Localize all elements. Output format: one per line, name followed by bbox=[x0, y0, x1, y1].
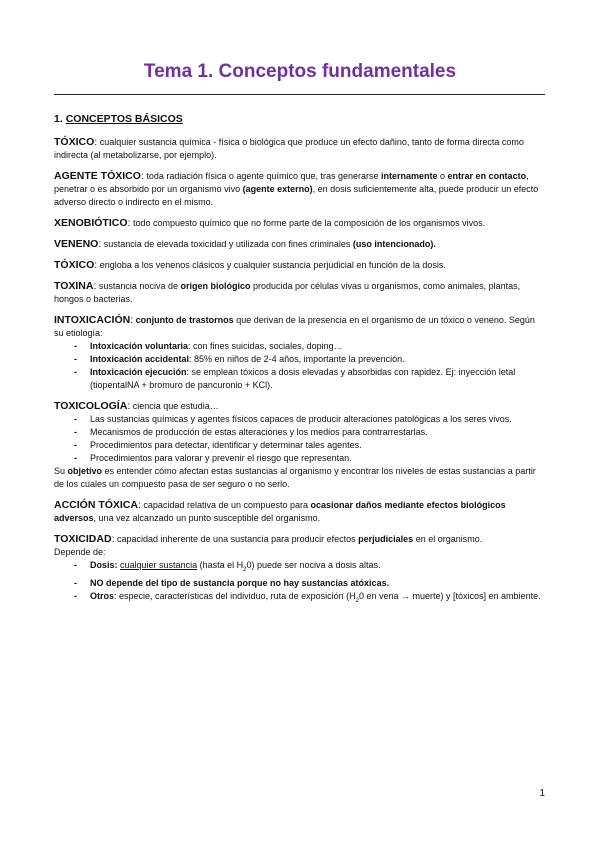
list-item bbox=[54, 353, 545, 366]
definition-intoxicacion: INTOXICACIÓN: conjunto de trastornos que derivan de la presencia en el organismo de un tóxico o veneno. Según su etiología: - Intoxicación voluntaria: con fines suicidas, sociales, doping… - Intoxicación accidental: 85% en niños de 2-4 años, importante la prevención. - Intoxicación ejecución: se emplean tóxicos a dosis elevadas y absorbidas con rapidez. Ej: inyección letal (tiopentalNA + bromuro de pancuronio + KCl). bbox=[54, 314, 545, 392]
item-label: Otros bbox=[90, 590, 115, 601]
definition-text: o bbox=[437, 171, 448, 181]
list-item bbox=[54, 577, 545, 590]
definition-text: sustancia de elevada toxicidad y utilizada con fines criminales bbox=[101, 239, 353, 249]
depends-label: Depende de: bbox=[54, 547, 106, 557]
definition-text: , una vez alcanzado un punto susceptible del organismo. bbox=[93, 513, 321, 523]
note-text: Su bbox=[54, 466, 68, 476]
item-label: NO depende del tipo de sustancia porque no hay sustancias atóxicas. bbox=[90, 577, 390, 588]
definition-text: producida por células vivas u organismos, como animales, plantas, hongos o bacterias. bbox=[54, 281, 521, 304]
note-text: es entender cómo afectan estas sustancias al organismo y encontrar los niveles de estas sustancias a partir de los cuales un compuesto pasa de ser seguro o no serlo. bbox=[54, 466, 536, 489]
item-text: : con fines suicidas, sociales, doping… bbox=[188, 341, 343, 351]
emphasis: (agente externo) bbox=[242, 184, 313, 194]
definition-text: cualquier sustancia química - física o biológica que produce un efecto dañino, tanto de forma directa como indirecta (al metabolizarse, por ejemplo). bbox=[54, 137, 524, 160]
emphasis: ocasionar daños mediante efectos biológicos adversos bbox=[54, 500, 506, 523]
item-text: 0 en vena → muerte) y [tóxicos] en ambiente. bbox=[358, 590, 541, 601]
emphasis: entrar en contacto bbox=[447, 171, 527, 181]
emphasis: (uso intencionado). bbox=[352, 239, 436, 249]
page-title: Tema 1. Conceptos fundamentales bbox=[143, 61, 457, 82]
objective-note bbox=[54, 465, 545, 491]
section-heading bbox=[54, 113, 545, 126]
definition-text: ciencia que estudia… bbox=[130, 401, 219, 411]
subscript: 2 bbox=[243, 566, 247, 573]
intoxication-types-list bbox=[54, 340, 545, 392]
term: TOXICIDAD bbox=[54, 533, 112, 545]
definition-text: engloba a los venenos clásicos y cualquier sustancia perjudicial en función de la dosis. bbox=[97, 260, 446, 270]
emphasis: objetivo bbox=[67, 466, 103, 476]
toxicity-factors-list bbox=[54, 559, 545, 608]
definition-veneno: VENENO: sustancia de elevada toxicidad y utilizada con fines criminales (uso intencionado). bbox=[54, 238, 436, 250]
definition-text: en el organismo. bbox=[413, 534, 483, 544]
item-text: : especie, características del individuo, ruta de exposición (H bbox=[114, 590, 356, 601]
document-body bbox=[54, 113, 545, 616]
emphasis: conjunto de trastornos bbox=[135, 315, 234, 325]
list-item: - Mecanismos de producción de estas alteraciones y los medios para contrarrestarlas. bbox=[54, 426, 545, 439]
item-label: Dosis: bbox=[90, 560, 118, 570]
definition-text: que derivan de la presencia en el organismo de un tóxico o veneno. Según su etiología: bbox=[54, 315, 535, 338]
toxicology-topics-list bbox=[54, 413, 545, 465]
emphasis: origen biológico bbox=[180, 281, 251, 291]
term: ACCIÓN TÓXICA bbox=[54, 499, 138, 511]
definition-text: , en dosis suficientemente alta, puede producir un efecto adverso directo o indirecto en el mismo. bbox=[54, 184, 539, 207]
list-item bbox=[54, 559, 545, 577]
item-text: : 85% en niños de 2-4 años, importante la prevención. bbox=[189, 354, 405, 364]
list-item: - Las sustancias químicas y agentes físicos capaces de producir alteraciones patológicas a los seres vivos. bbox=[54, 413, 545, 426]
list-item: - Procedimientos para detectar, identificar y determinar tales agentes. bbox=[54, 439, 545, 452]
list-item bbox=[54, 340, 545, 353]
list-item: - Procedimientos para valorar y prevenir el riesgo que representan. bbox=[54, 452, 545, 465]
definition-text: , penetrar o es absorbido por un organismo vivo bbox=[54, 171, 529, 194]
term: TOXINA bbox=[54, 280, 94, 292]
definition-text: capacidad inherente de una sustancia para producir efectos bbox=[114, 534, 359, 544]
item-label: Intoxicación ejecución bbox=[90, 367, 187, 377]
item-label: Intoxicación voluntaria bbox=[90, 341, 189, 351]
definition-text: capacidad relativa de un compuesto para bbox=[140, 500, 311, 510]
definition-toxicidad: TOXICIDAD: capacidad inherente de una sustancia para producir efectos perjudiciales en el organismo. Depende de: - Dosis: cualquier sustancia (hasta el $H_20$) puede ser nociva a dosis altas. - NO depende del tipo de sustancia porque no hay sustancias atóxicas. - Otros: especie, características del individuo, ruta de exposición ($H_20$ en vena → muerte) y [tóxicos] en ambiente. bbox=[54, 533, 545, 608]
list-item bbox=[54, 366, 545, 392]
definition-text: toda radiación física o agente químico que, tras generarse bbox=[143, 171, 382, 181]
term: TÓXICO bbox=[54, 259, 95, 271]
item-text: (hasta el H bbox=[197, 560, 244, 570]
emphasis: internamente bbox=[381, 171, 438, 181]
item-label: Intoxicación accidental bbox=[90, 354, 190, 364]
term: INTOXICACIÓN bbox=[54, 314, 131, 326]
definition-accion-toxica: ACCIÓN TÓXICA: capacidad relativa de un compuesto para ocasionar daños mediante efectos biológicos adversos, una vez alcanzado un punto susceptible del organismo. bbox=[54, 499, 506, 523]
definition-toxina: TOXINA: sustancia nociva de origen biológico producida por células vivas u organismos, como animales, plantas, hongos o bacterias. bbox=[54, 280, 521, 304]
page-number: 1 bbox=[539, 788, 545, 799]
section-number: 1. bbox=[54, 113, 63, 125]
underlined-text: cualquier sustancia bbox=[120, 560, 198, 570]
definition-toxicologia: TOXICOLOGÍA: ciencia que estudia… - Las sustancias químicas y agentes físicos capaces de producir alteraciones patológicas a los seres vivos. - Mecanismos de producción de estas alteraciones y los medios para contrarrestarlas. - Procedimientos para detectar, identificar y determinar tales agentes. - Procedimientos para valorar y prevenir el riesgo que representan. Su objetivo es entender cómo afectan estas sustancias al organismo y encontrar los niveles de estas sustancias a partir de los cuales un compuesto pasa de ser seguro o no serlo. bbox=[54, 400, 545, 491]
term: XENOBIÓTICO bbox=[54, 217, 128, 229]
term: TOXICOLOGÍA bbox=[54, 400, 128, 412]
term: TÓXICO bbox=[54, 136, 95, 148]
definition-text: todo compuesto químico que no forme parte de la composición de los organismos vivos. bbox=[130, 218, 486, 228]
list-item bbox=[54, 590, 545, 608]
definition-xenobiotico: XENOBIÓTICO: todo compuesto químico que no forme parte de la composición de los organismos vivos. bbox=[54, 217, 486, 229]
definition-toxico-2: TÓXICO: engloba a los venenos clásicos y cualquier sustancia perjudicial en función de la dosis. bbox=[54, 259, 446, 271]
title-divider bbox=[54, 94, 545, 95]
item-text: 0) puede ser nociva a dosis altas. bbox=[246, 560, 381, 570]
subscript: 2 bbox=[355, 597, 359, 604]
term: AGENTE TÓXICO bbox=[54, 170, 141, 182]
definition-toxico: TÓXICO: cualquier sustancia química - física o biológica que produce un efecto dañino, tanto de forma directa como indirecta (al metabolizarse, por ejemplo). bbox=[54, 136, 524, 160]
emphasis: perjudiciales bbox=[358, 534, 414, 544]
definition-agente-toxico: AGENTE TÓXICO: toda radiación física o agente químico que, tras generarse internamente o entrar en contacto, penetrar o es absorbido por un organismo vivo (agente externo), en dosis suficientemente alta, puede producir un efecto adverso directo o indirecto en el mismo. bbox=[54, 170, 539, 207]
item-text: : se emplean tóxicos a dosis elevadas y absorbidas con rapidez. Ej: inyección letal (tiopentalNA + bromuro de pancuronio + KCl). bbox=[90, 367, 516, 390]
term: VENENO bbox=[54, 238, 99, 250]
definition-text: sustancia nociva de bbox=[96, 281, 181, 291]
section-title: CONCEPTOS BÁSICOS bbox=[65, 113, 183, 125]
